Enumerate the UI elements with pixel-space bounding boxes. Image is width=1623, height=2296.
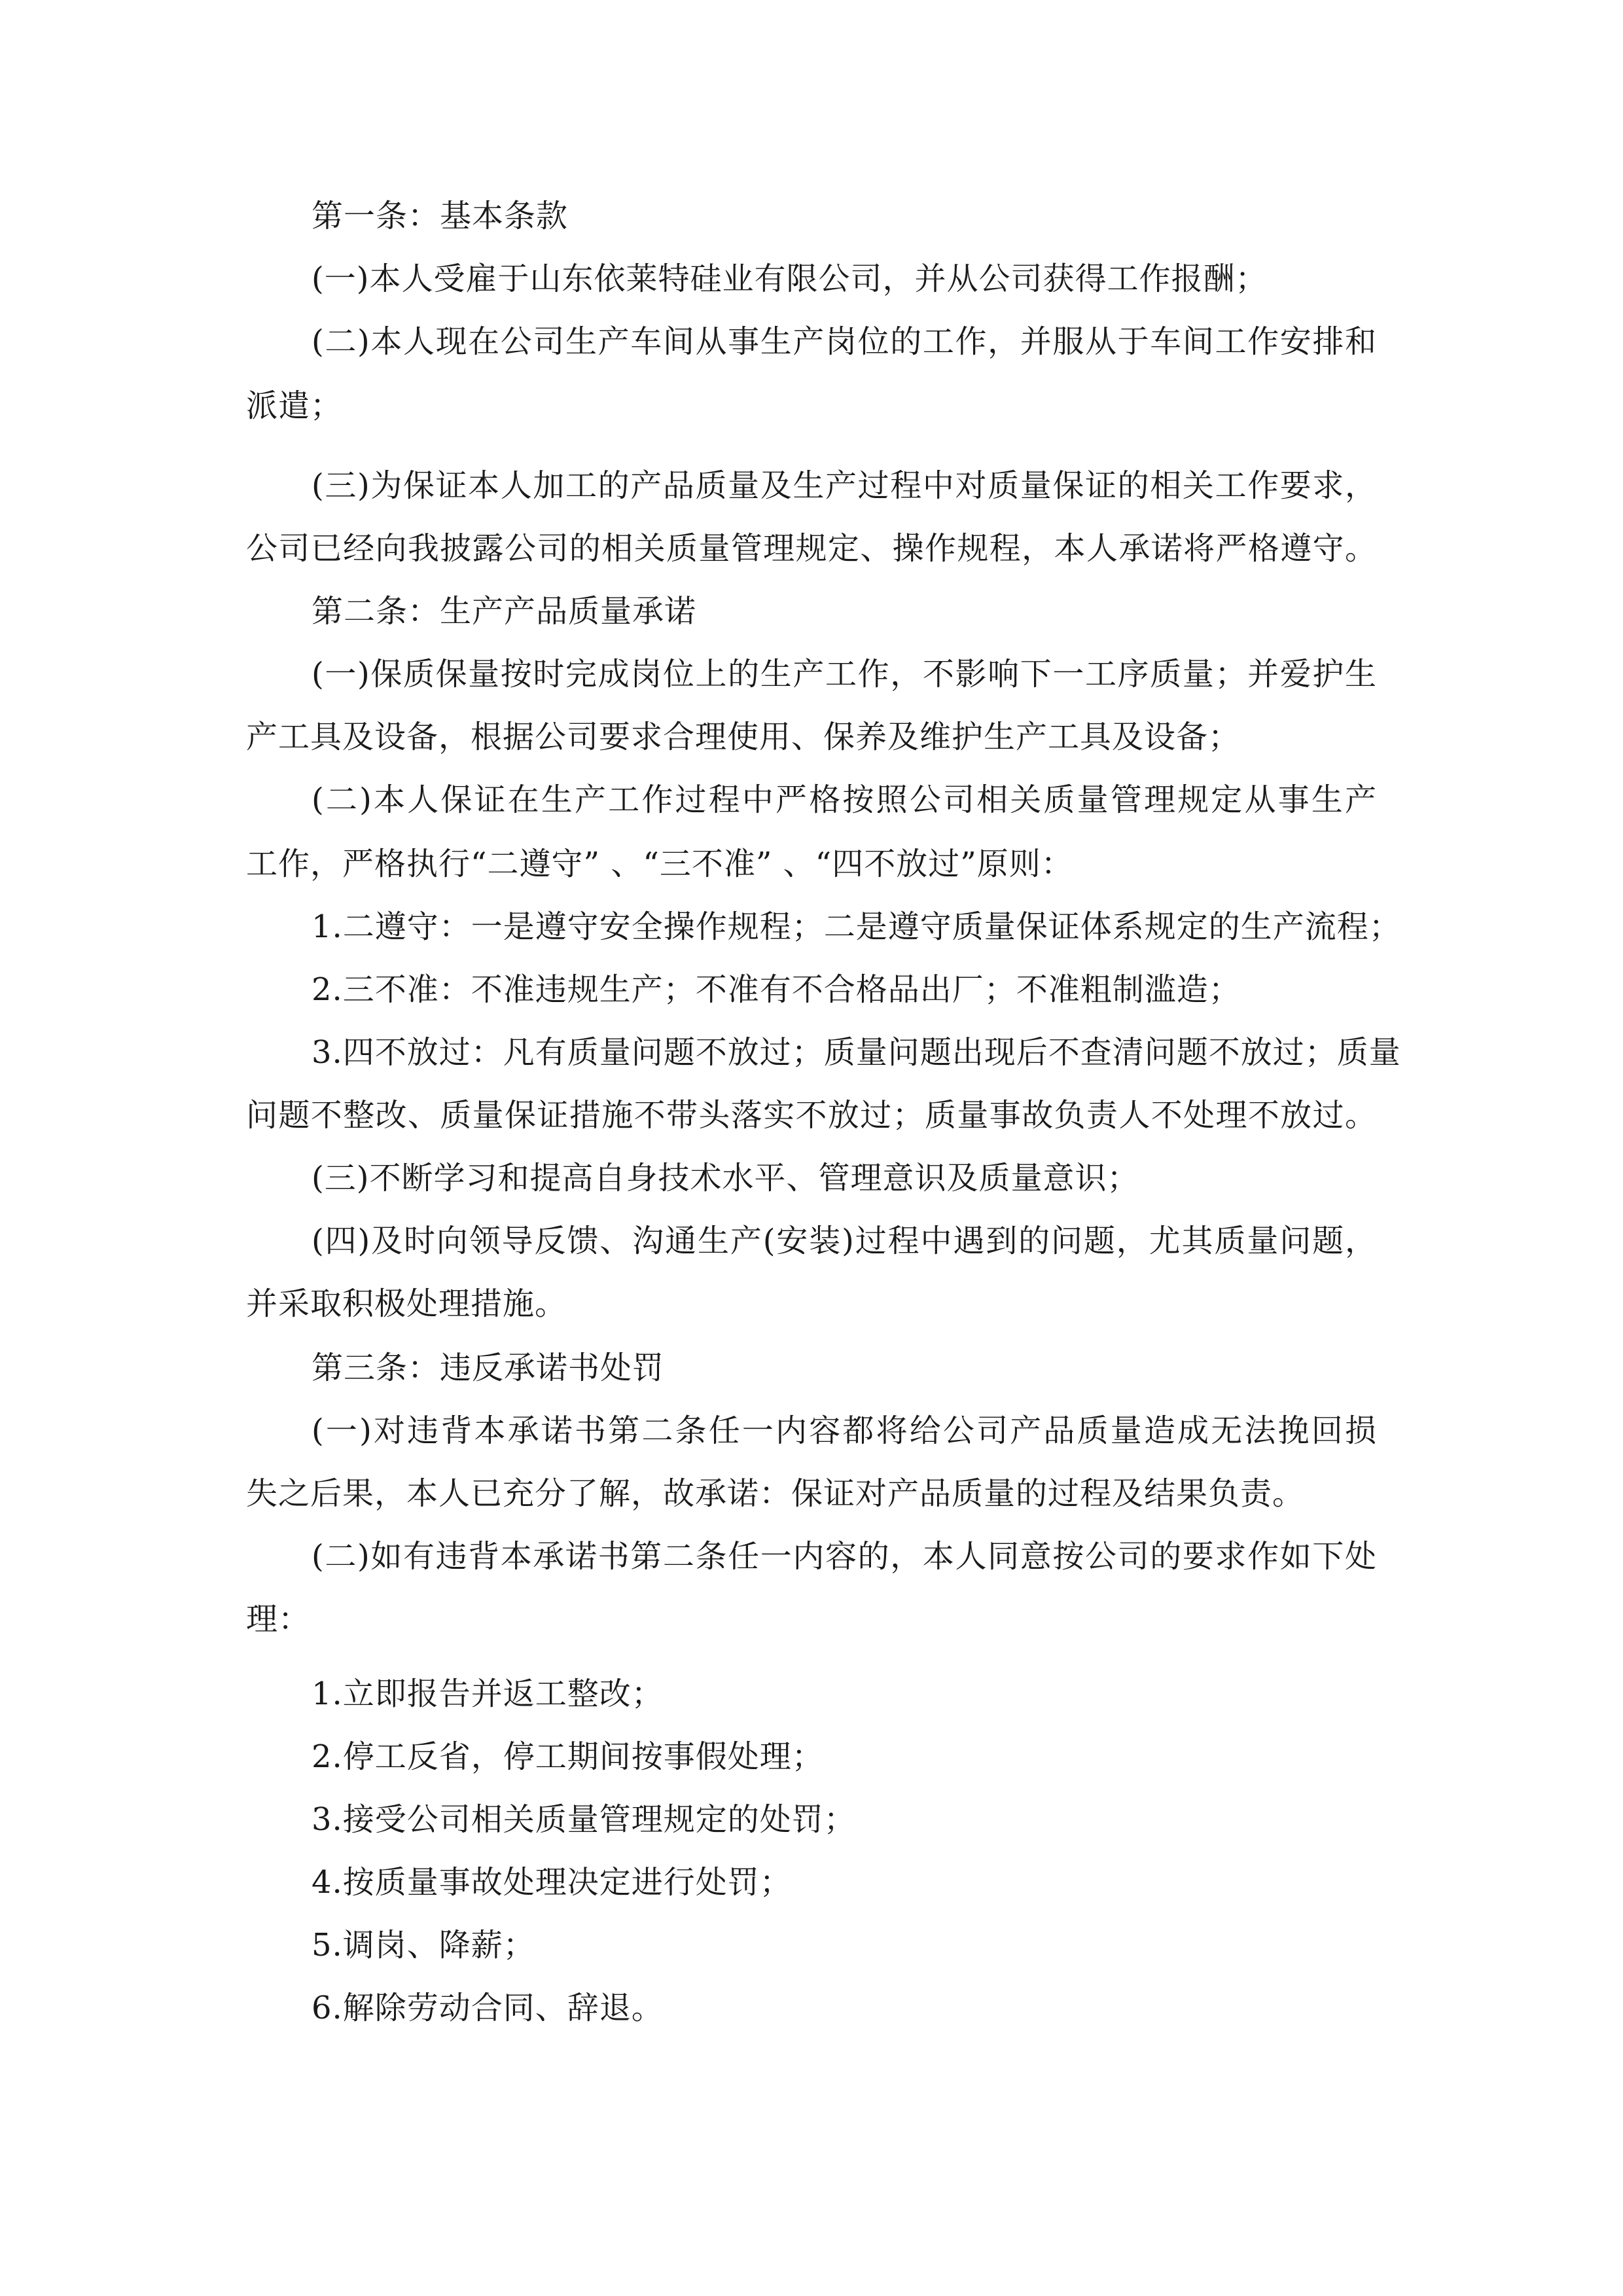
clause-2-4-line-1: (四)及时向领导反馈、沟通生产(安装)过程中遇到的问题，尤其质量问题，	[312, 1223, 1377, 1259]
rule-four-no-pass-line-2: 问题不整改、质量保证措施不带头落实不放过；质量事故负责人不处理不放过。	[246, 1097, 1377, 1134]
clause-2-3: (三)不断学习和提高自身技术水平、管理意识及质量意识；	[312, 1160, 1139, 1196]
rule-two-observances: 1.二遵守：一是遵守安全操作规程；二是遵守质量保证体系规定的生产流程；	[312, 908, 1401, 945]
clause-1-3-line-1: (三)为保证本人加工的产品质量及生产过程中对质量保证的相关工作要求，	[312, 467, 1377, 504]
clause-2-2-line-1: (二)本人保证在生产工作过程中严格按照公司相关质量管理规定从事生产	[312, 781, 1377, 818]
penalty-item-4: 4.按质量事故处理决定进行处罚；	[312, 1864, 792, 1901]
clause-1-2-line-2: 派遣；	[246, 387, 343, 424]
rule-three-prohibitions: 2.三不准：不准违规生产；不准有不合格品出厂；不准粗制滥造；	[312, 971, 1241, 1008]
clause-3-1-line-1: (一)对违背本承诺书第二条任一内容都将给公司产品质量造成无法挽回损	[312, 1412, 1377, 1449]
clause-1-2-line-1: (二)本人现在公司生产车间从事生产岗位的工作，并服从于车间工作安排和	[312, 323, 1377, 360]
clause-2-2-line-2: 工作，严格执行“二遵守” 、“三不准” 、“四不放过”原则：	[246, 846, 1073, 882]
clause-2-1-line-2: 产工具及设备，根据公司要求合理使用、保养及维护生产工具及设备；	[246, 719, 1241, 755]
clause-3-1-line-2: 失之后果，本人已充分了解，故承诺：保证对产品质量的过程及结果负责。	[246, 1475, 1305, 1512]
penalty-item-3: 3.接受公司相关质量管理规定的处罚；	[312, 1801, 856, 1838]
section-heading-2: 第二条：生产产品质量承诺	[312, 593, 697, 630]
section-heading-1: 第一条：基本条款	[312, 198, 569, 234]
clause-3-2-line-1: (二)如有违背本承诺书第二条任一内容的，本人同意按公司的要求作如下处	[312, 1538, 1377, 1575]
clause-3-2-line-2: 理：	[246, 1601, 311, 1638]
clause-1-1: (一)本人受雇于山东依莱特硅业有限公司，并从公司获得工作报酬；	[312, 260, 1268, 297]
penalty-item-5: 5.调岗、降薪；	[312, 1927, 535, 1964]
penalty-item-2: 2.停工反省，停工期间按事假处理；	[312, 1738, 824, 1775]
section-heading-3: 第三条：违反承诺书处罚	[312, 1350, 665, 1386]
rule-four-no-pass-line-1: 3.四不放过：凡有质量问题不放过；质量问题出现后不查清问题不放过；质量	[312, 1034, 1401, 1071]
penalty-item-6: 6.解除劳动合同、辞退。	[312, 1990, 664, 2026]
clause-2-4-line-2: 并采取积极处理措施。	[246, 1285, 567, 1322]
clause-2-1-line-1: (一)保质保量按时完成岗位上的生产工作，不影响下一工序质量；并爱护生	[312, 656, 1377, 692]
clause-1-3-line-2: 公司已经向我披露公司的相关质量管理规定、操作规程，本人承诺将严格遵守。	[246, 530, 1377, 567]
penalty-item-1: 1.立即报告并返工整改；	[312, 1676, 664, 1712]
